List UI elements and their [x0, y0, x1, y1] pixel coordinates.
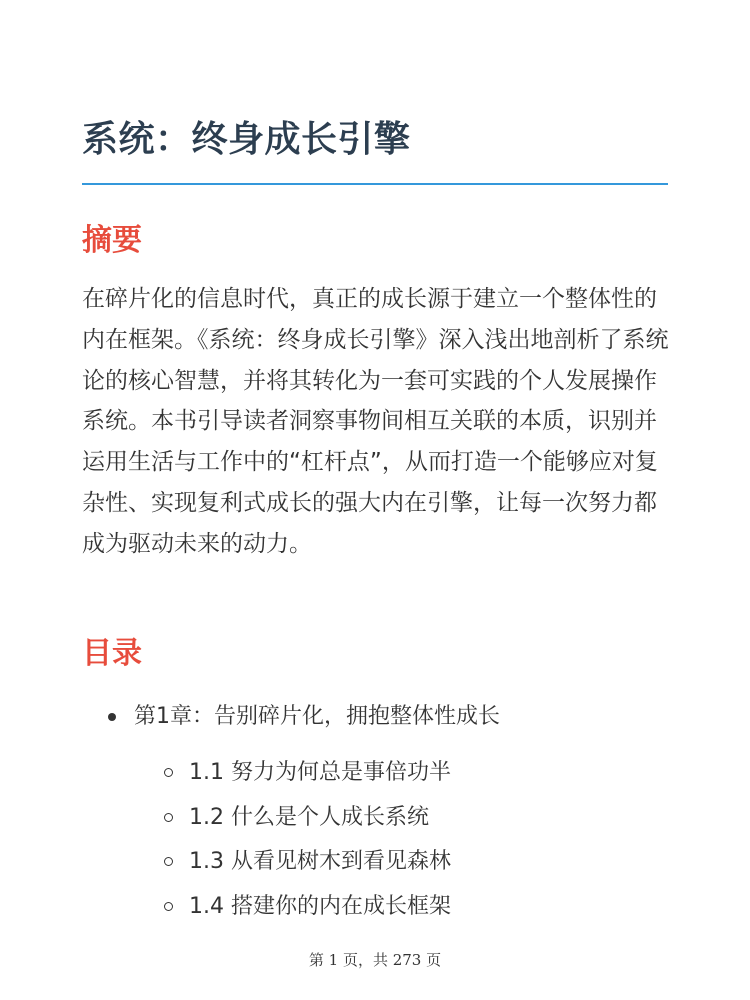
abstract-paragraph: 在碎片化的信息时代，真正的成长源于建立一个整体性的内在框架。《系统：终身成长引擎》深入浅出地剖析了系统论的核心智慧，并将其转化为一套可实践的个人发展操作系统。本书引导读者洞察事物间相互关联的本质，识别并运用生活与工作中的“杠杆点”，从而打造一个能够应对复杂性、实现复利式成长的强大内在引擎，让每一次努力都成为驱动未来的动力。	[82, 286, 669, 557]
toc-heading: 目录	[82, 636, 142, 671]
bullet-icon	[108, 713, 116, 721]
toc-section-label: 1.1 努力为何总是事倍功半	[189, 760, 451, 785]
table-of-contents	[82, 697, 668, 929]
toc-section-label: 1.2 什么是个人成长系统	[189, 804, 429, 830]
title-divider	[82, 183, 668, 185]
toc-section-1-2[interactable]	[82, 796, 668, 841]
toc-chapter-label: 第1章：告别碎片化，拥抱整体性成长	[134, 704, 500, 729]
toc-section-1-1[interactable]	[82, 751, 668, 796]
document-page	[82, 0, 668, 1000]
circle-bullet-icon	[164, 768, 173, 777]
toc-section-1-3[interactable]	[82, 840, 668, 885]
toc-section-1-4[interactable]	[82, 885, 668, 930]
book-title: 系统：终身成长引擎	[82, 119, 411, 160]
toc-section-list	[82, 751, 668, 929]
abstract-heading: 摘要	[82, 223, 142, 258]
toc-chapter-1[interactable]	[82, 697, 668, 737]
circle-bullet-icon	[164, 813, 173, 822]
circle-bullet-icon	[164, 902, 173, 911]
page-number-footer: 第 1 页，共 273 页	[308, 951, 442, 969]
circle-bullet-icon	[164, 857, 173, 866]
toc-section-label: 1.3 从看见树木到看见森林	[189, 849, 451, 875]
toc-section-label: 1.4 搭建你的内在成长框架	[189, 893, 451, 919]
